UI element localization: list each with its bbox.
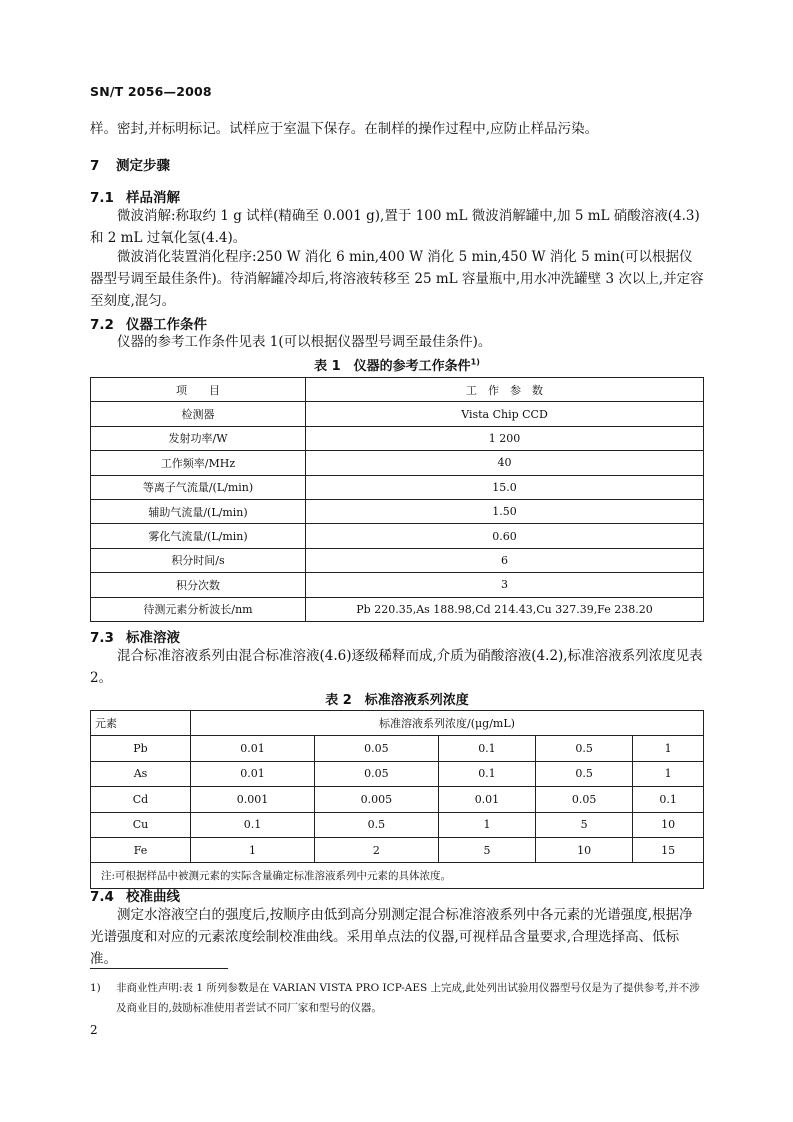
header-cell: 工 作 参 数 <box>306 378 704 402</box>
footnote-text: 非商业性声明:表 1 所列参数是在 VARIAN VISTA PRO ICP-AES 上完成,此处列出试验用仪器型号仅是为了提供参考,并不涉及商业目的,鼓励标准使用者尝试不同厂家和型号的仪器。 <box>116 982 700 1014</box>
header-cell: 元素 <box>91 711 191 736</box>
parameter-name-cell: 积分次数 <box>91 573 306 597</box>
section-number: 7.4 <box>90 889 114 905</box>
concentration-cell: 0.5 <box>314 812 438 837</box>
parameter-name-cell: 积分时间/s <box>91 548 306 572</box>
parameter-value-cell: 6 <box>306 548 704 572</box>
parameter-value-cell: 3 <box>306 573 704 597</box>
digestion-paragraph-2: 微波消化装置消化程序:250 W 消化 6 min,400 W 消化 5 min,450 W 消化 5 min(可以根据仪器型号调至最佳条件)。待消解罐冷却后,将溶液转移至 25 mL 容量瓶中,用水冲洗罐壁 3 次以上,并定容至刻度,混匀。 <box>90 249 704 309</box>
concentration-cell: 1 <box>191 837 315 862</box>
concentration-cell: 0.001 <box>191 787 315 812</box>
section-7-3-heading <box>90 626 180 646</box>
standard-concentration-table <box>90 710 704 889</box>
concentration-cell: 10 <box>536 837 633 862</box>
table-header-row <box>91 711 704 736</box>
concentration-cell: 0.01 <box>191 736 315 761</box>
section-number: 7.2 <box>90 317 114 333</box>
section-7-2-heading <box>90 313 207 333</box>
parameter-value-cell: 15.0 <box>306 475 704 499</box>
parameter-name-cell: 等离子气流量/(L/min) <box>91 475 306 499</box>
table-note-row <box>91 863 704 888</box>
concentration-cell: 5 <box>438 837 535 862</box>
table-row <box>91 524 704 548</box>
table-row <box>91 812 704 837</box>
section-7-1-heading <box>90 186 180 206</box>
concentration-cell: 1 <box>633 761 704 786</box>
continued-paragraph: 样。密封,并标明标记。试样应于室温下保存。在制样的操作过程中,应防止样品污染。 <box>90 121 599 137</box>
concentration-cell: 15 <box>633 837 704 862</box>
element-cell: Pb <box>91 736 191 761</box>
section-number: 7 <box>90 158 100 174</box>
concentration-cell: 0.05 <box>314 736 438 761</box>
parameter-value-cell: 1.50 <box>306 499 704 523</box>
table-row <box>91 451 704 475</box>
footnote <box>90 978 706 1018</box>
concentration-cell: 0.1 <box>438 736 535 761</box>
section-title: 样品消解 <box>126 190 180 206</box>
concentration-cell: 0.1 <box>191 812 315 837</box>
table-1-caption: 表 1 仪器的参考工作条件$^{1)}$ <box>314 357 480 374</box>
concentration-cell: 0.05 <box>314 761 438 786</box>
parameter-value-cell: 1 200 <box>306 426 704 450</box>
table-body <box>91 711 704 889</box>
calibration-paragraph: 测定水溶液空白的强度后,按顺序由低到高分别测定混合标准溶液系列中各元素的光谱强度,根据净光谱强度和对应的元素浓度绘制校准曲线。采用单点法的仪器,可视样品含量要求,合理选择高、低标准。 <box>90 907 693 967</box>
parameter-value-cell: Vista Chip CCD <box>306 402 704 426</box>
table-row <box>91 736 704 761</box>
concentration-cell: 0.01 <box>438 787 535 812</box>
table-row <box>91 573 704 597</box>
parameter-name-cell: 发射功率/W <box>91 426 306 450</box>
concentration-cell: 0.5 <box>536 761 633 786</box>
digestion-paragraph-1: 微波消解:称取约 1 g 试样(精确至 0.001 g),置于 100 mL 微波消解罐中,加 5 mL 硝酸溶液(4.3)和 2 mL 过氧化氢(4.4)。 <box>90 208 700 246</box>
parameter-name-cell: 待测元素分析波长/nm <box>91 597 306 621</box>
concentration-cell: 0.005 <box>314 787 438 812</box>
element-cell: As <box>91 761 191 786</box>
concentration-cell: 5 <box>536 812 633 837</box>
table-row <box>91 548 704 572</box>
concentration-cell: 0.1 <box>633 787 704 812</box>
standard-number: SN/T 2056—2008 <box>90 84 212 99</box>
section-7-4-heading <box>90 885 180 905</box>
concentration-cell: 10 <box>633 812 704 837</box>
table-row <box>91 499 704 523</box>
parameter-value-cell: Pb 220.35,As 188.98,Cd 214.43,Cu 327.39,Fe 238.20 <box>306 597 704 621</box>
table-row <box>91 837 704 862</box>
parameter-name-cell: 检测器 <box>91 402 306 426</box>
section-title: 标准溶液 <box>126 630 180 646</box>
standard-solution-paragraph: 混合标准溶液系列由混合标准溶液(4.6)逐级稀释而成,介质为硝酸溶液(4.2),标准溶液系列浓度见表 2。 <box>90 648 703 686</box>
section-number: 7.1 <box>90 190 114 206</box>
table-row <box>91 475 704 499</box>
instrument-paragraph: 仪器的参考工作条件见表 1(可以根据仪器型号调至最佳条件)。 <box>117 334 492 350</box>
concentration-cell: 0.1 <box>438 761 535 786</box>
footnote-divider <box>90 968 228 969</box>
concentration-cell: 2 <box>314 837 438 862</box>
parameter-name-cell: 雾化气流量/(L/min) <box>91 524 306 548</box>
table-row <box>91 402 704 426</box>
concentration-cell: 0.01 <box>191 761 315 786</box>
parameter-name-cell: 工作频率/MHz <box>91 451 306 475</box>
table-body <box>91 378 704 622</box>
parameter-name-cell: 辅助气流量/(L/min) <box>91 499 306 523</box>
concentration-cell: 0.05 <box>536 787 633 812</box>
table-header-row <box>91 378 704 402</box>
table-2-caption: 表 2 标准溶液系列浓度 <box>325 693 469 708</box>
parameter-value-cell: 40 <box>306 451 704 475</box>
element-cell: Cd <box>91 787 191 812</box>
footnote-mark: 1) <box>90 982 101 994</box>
element-cell: Fe <box>91 837 191 862</box>
header-cell: 标准溶液系列浓度/(μg/mL) <box>191 711 704 736</box>
footnote-mark: 1) <box>470 357 480 367</box>
section-title: 仪器工作条件 <box>126 317 207 333</box>
instrument-conditions-table <box>90 377 704 622</box>
section-7-heading <box>90 154 170 174</box>
table-row <box>91 787 704 812</box>
page-number: 2 <box>90 1023 98 1037</box>
table-note: 注:可根据样品中被测元素的实际含量确定标准溶液系列中元素的具体浓度。 <box>91 863 704 888</box>
section-number: 7.3 <box>90 630 114 646</box>
table-row <box>91 597 704 621</box>
concentration-cell: 1 <box>438 812 535 837</box>
table-row <box>91 426 704 450</box>
table-row <box>91 761 704 786</box>
element-cell: Cu <box>91 812 191 837</box>
section-title: 测定步骤 <box>116 158 170 174</box>
section-title: 校准曲线 <box>126 889 180 905</box>
header-cell: 项 目 <box>91 378 306 402</box>
concentration-cell: 1 <box>633 736 704 761</box>
concentration-cell: 0.5 <box>536 736 633 761</box>
parameter-value-cell: 0.60 <box>306 524 704 548</box>
